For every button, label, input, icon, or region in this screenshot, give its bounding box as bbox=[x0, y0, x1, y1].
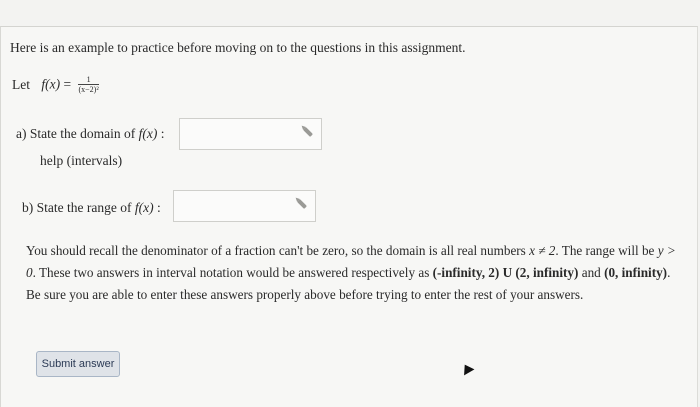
range-question-fx: f(x) bbox=[134, 200, 154, 215]
intro-text: Here is an example to practice before moving on to the questions in this assignment. bbox=[10, 40, 466, 55]
explanation-part4: and bbox=[578, 265, 605, 280]
problem-panel bbox=[0, 26, 698, 407]
pencil-icon[interactable] bbox=[303, 127, 313, 137]
help-intervals-link[interactable]: help (intervals) bbox=[40, 153, 123, 168]
domain-question-label bbox=[16, 126, 164, 142]
function-lhs: f(x) bbox=[41, 76, 61, 92]
domain-question-fx: f(x) bbox=[138, 126, 158, 141]
explanation-math1: x ≠ 2 bbox=[529, 243, 556, 258]
equals-sign: = bbox=[63, 76, 72, 92]
explanation-bold-range: (0, infinity) bbox=[604, 265, 668, 280]
explanation-bold-domain: (-infinity, 2) U (2, infinity) bbox=[432, 265, 579, 280]
pencil-icon[interactable] bbox=[297, 199, 307, 209]
explanation-part1: You should recall the denominator of a fraction can't be zero, so the domain is all real numbers bbox=[26, 243, 530, 258]
explanation-part5: . Be sure you are able to enter these answers properly above before trying to enter the rest of your answers. bbox=[26, 265, 671, 302]
domain-question-prefix: a) State the domain of bbox=[16, 126, 139, 141]
range-question-label bbox=[22, 200, 161, 216]
explanation-math2: y > 0 bbox=[26, 243, 676, 280]
function-definition bbox=[12, 76, 99, 95]
range-answer-input[interactable] bbox=[173, 190, 316, 222]
range-question-suffix: : bbox=[153, 200, 161, 215]
function-fraction bbox=[78, 75, 98, 94]
domain-answer-input[interactable] bbox=[179, 118, 322, 150]
range-question-prefix: b) State the range of bbox=[22, 200, 135, 215]
submit-answer-button[interactable]: Submit answer bbox=[36, 351, 120, 377]
explanation-part3: . These two answers in interval notation would be answered respectively as bbox=[32, 265, 433, 280]
domain-question-suffix: : bbox=[157, 126, 165, 141]
explanation-part2: . The range will be bbox=[555, 243, 658, 258]
let-label: Let bbox=[12, 76, 30, 92]
explanation-text bbox=[26, 240, 686, 306]
fraction-denominator: (x−2)² bbox=[78, 85, 99, 94]
fraction-numerator: 1 bbox=[78, 75, 98, 85]
